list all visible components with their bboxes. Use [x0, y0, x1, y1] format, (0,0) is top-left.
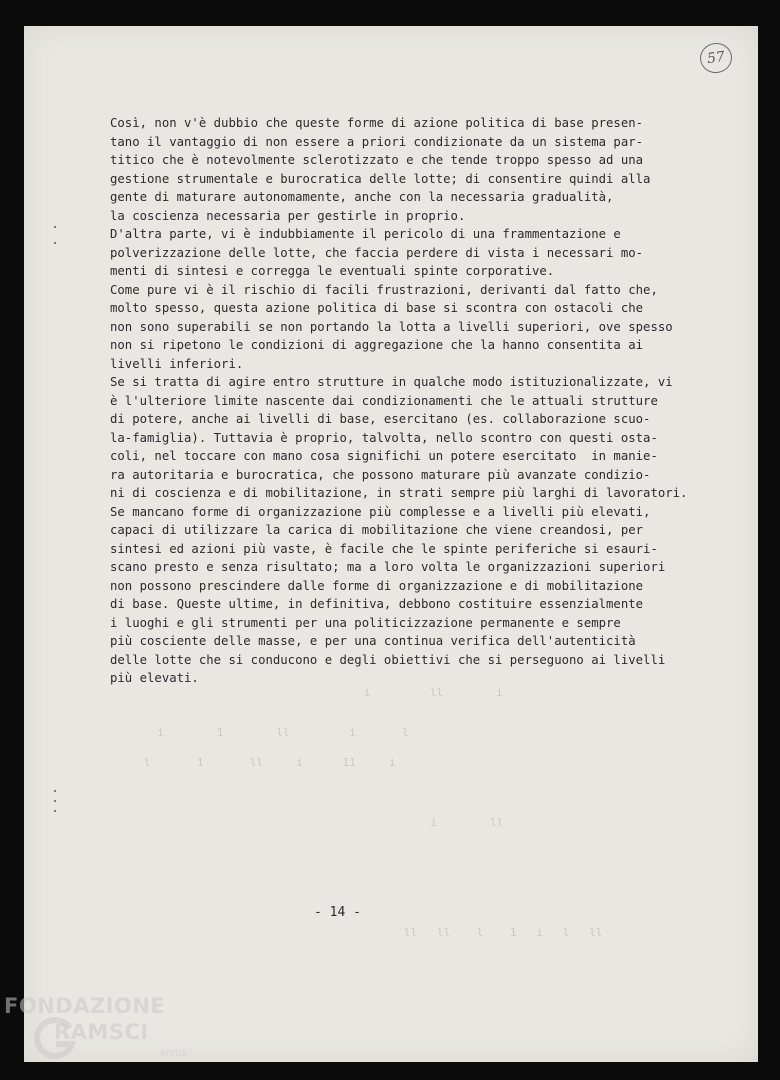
- text-line: menti di sintesi e corregga le eventuali spinte corporative.: [110, 264, 555, 278]
- text-line: scano presto e senza risultato; ma a loro volta le organizzazioni superiori: [110, 560, 666, 574]
- show-through-text: l 1 ll i 11 i: [124, 756, 396, 769]
- text-line: capaci di utilizzare la carica di mobilitazione che viene creandosi, per: [110, 523, 644, 537]
- text-line: gente di maturare autonomamente, anche con la necessaria gradualità,: [110, 190, 614, 204]
- show-through-text: ll ll l 1 i l ll: [384, 926, 603, 939]
- text-line: ni di coscienza e di mobilitazione, in strati sempre più larghi di lavoratori.: [110, 486, 688, 500]
- text-line: livelli inferiori.: [110, 356, 244, 371]
- text-line: gestione strumentale e burocratica delle lotte; di consentire quindi alla: [110, 171, 651, 186]
- watermark-line1: FONDAZIONE: [4, 994, 166, 1018]
- margin-dot: [54, 790, 56, 792]
- watermark-line2: RAMSCI: [54, 1020, 149, 1044]
- margin-dot: [54, 810, 56, 812]
- text-line: Se mancano forme di organizzazione più complesse e a livelli più elevati,: [110, 504, 651, 519]
- text-line: D'altra parte, vi è indubbiamente il pericolo di una frammentazione e: [110, 227, 621, 241]
- text-line: coli, nel toccare con mano cosa significhi un potere esercitato in manie-: [110, 449, 658, 463]
- text-line: non si ripetono le condizioni di aggregazione che la hanno consentita ai: [110, 338, 644, 352]
- text-line: non sono superabili se non portando la lotta a livelli superiori, ove spesso: [110, 319, 673, 334]
- text-line: di base. Queste ultime, in definitiva, debbono costituire essenzialmente: [110, 597, 644, 611]
- show-through-text: i ll i: [324, 686, 503, 699]
- text-line: polverizzazione delle lotte, che faccia perdere di vista i necessari mo-: [110, 245, 644, 260]
- text-line: non possono prescindere dalle forme di organizzazione e di mobilitazione: [110, 578, 644, 593]
- text-line: Se si tratta di agire entro strutture in qualche modo istituzionalizzate, vi: [110, 375, 673, 389]
- page-folio: - 14 -: [314, 905, 361, 920]
- fondazione-gramsci-watermark: [4, 994, 204, 1074]
- text-line: la coscienza necessaria per gestirle in proprio.: [110, 208, 466, 223]
- show-through-text: i 1 ll i l: [124, 726, 409, 739]
- text-line: tano il vantaggio di non essere a priori condizionate da un sistema par-: [110, 134, 644, 149]
- margin-dot: [54, 226, 56, 228]
- text-line: la-famiglia). Tuttavia è proprio, talvolta, nello scontro con questi osta-: [110, 430, 658, 445]
- text-line: più cosciente delle masse, e per una continua verifica dell'autenticità: [110, 634, 636, 648]
- handwritten-page-number: 57: [698, 41, 734, 75]
- text-line: ra autoritaria e burocratica, che possono maturare più avanzate condizio-: [110, 467, 651, 482]
- text-line: titico che è notevolmente sclerotizzato e che tende troppo spesso ad una: [110, 153, 644, 167]
- watermark-suffix: onlus: [160, 1048, 187, 1059]
- text-line: è l'ulteriore limite nascente dai condizionamenti che le attuali strutture: [110, 393, 658, 408]
- text-line: i luoghi e gli strumenti per una politicizzazione permanente e sempre: [110, 615, 621, 630]
- text-line: molto spesso, questa azione politica di base si scontra con ostacoli che: [110, 301, 644, 315]
- text-line: Così, non v'è dubbio che queste forme di azione politica di base presen-: [110, 116, 644, 130]
- text-line: Come pure vi è il rischio di facili frustrazioni, derivanti dal fatto che,: [110, 282, 658, 297]
- text-line: di potere, anche ai livelli di base, esercitano (es. collaborazione scuo-: [110, 412, 651, 426]
- margin-dot: [54, 242, 56, 244]
- body-text: [110, 114, 690, 688]
- text-line: più elevati.: [110, 671, 199, 685]
- text-line: sintesi ed azioni più vaste, è facile che le spinte periferiche si esauri-: [110, 541, 658, 556]
- show-through-text: i ll: [404, 816, 504, 829]
- margin-dot: [54, 800, 56, 802]
- text-line: delle lotte che si conducono e degli obiettivi che si perseguono ai livelli: [110, 652, 666, 667]
- document-page: [24, 26, 758, 1062]
